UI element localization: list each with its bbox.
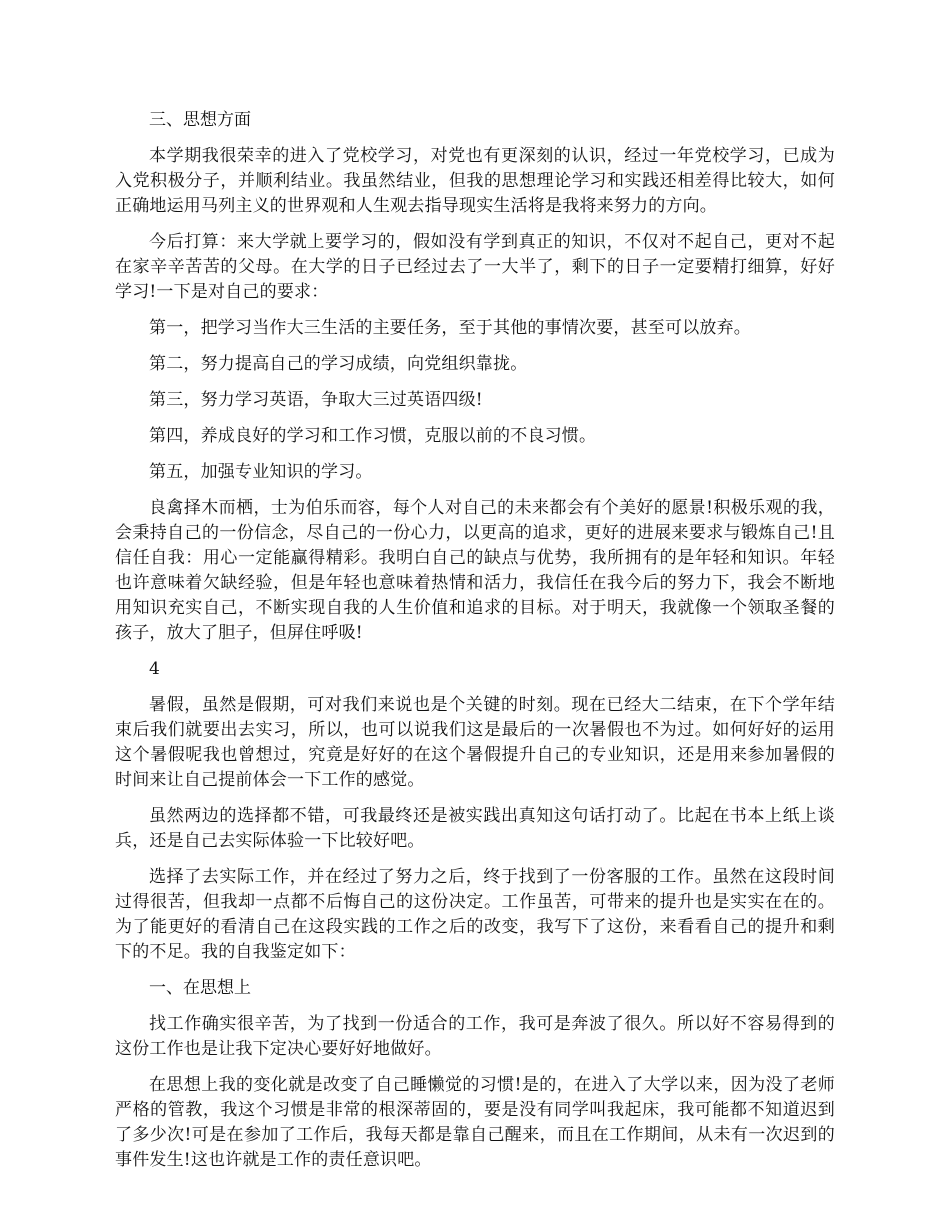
paragraph: 在思想上我的变化就是改变了自己睡懒觉的习惯!是的，在进入了大学以来，因为没了老师严格的管教，我这个习惯是非常的根深蒂固的，要是没有同学叫我起床，我可能都不知道迟到了多少次!可是在参加了工作后，我每天都是靠自己醒来，而且在工作期间，从未有一次迟到的事件发生!这也许就是工作的责任意识吧。 bbox=[115, 1075, 835, 1170]
list-item: 第二，努力提高自己的学习成绩，向党组织靠拢。 bbox=[149, 354, 528, 374]
list-item: 第四，养成良好的学习和工作习惯，克服以前的不良习惯。 bbox=[149, 426, 597, 446]
list-item: 第三，努力学习英语，争取大三过英语四级! bbox=[149, 390, 483, 410]
paragraph: 找工作确实很辛苦，为了找到一份适合的工作，我可是奔波了很久。所以好不容易得到的这份工作也是让我下定决心要好好地做好。 bbox=[115, 1014, 835, 1059]
paragraph: 暑假，虽然是假期，可对我们来说也是个关键的时刻。现在已经大二结束，在下个学年结束后我们就要出去实习，所以，也可以说我们这是最后的一次暑假也不为过。如何好好的运用这个暑假呢我也曾想过，究竟是好好的在这个暑假提升自己的专业知识，还是用来参加暑假的时间来让自己提前体会一下工作的感觉。 bbox=[115, 695, 835, 790]
list-item: 第一，把学习当作大三生活的主要任务，至于其他的事情次要，甚至可以放弃。 bbox=[149, 318, 751, 338]
section-heading: 一、在思想上 bbox=[149, 978, 251, 998]
paragraph: 今后打算：来大学就上要学习的，假如没有学到真正的知识，不仅对不起自己，更对不起在家辛辛苦苦的父母。在大学的日子已经过去了一大半了，剩下的日子一定要精打细算，好好学习!一下是对自己的要求： bbox=[115, 232, 835, 302]
paragraph: 本学期我很荣幸的进入了党校学习，对党也有更深刻的认识，经过一年党校学习，已成为入党积极分子，并顺利结业。我虽然结业，但我的思想理论学习和实践还相差得比较大，如何正确地运用马列主义的世界观和人生观去指导现实生活将是我将来努力的方向。 bbox=[115, 146, 835, 216]
section-number: 4 bbox=[149, 659, 160, 679]
paragraph: 良禽择木而栖，士为伯乐而容，每个人对自己的未来都会有个美好的愿景!积极乐观的我，会秉持自己的一份信念，尽自己的一份心力，以更高的追求，更好的进展来要求与锻炼自己!且信任自我：用心一定能赢得精彩。我明白自己的缺点与优势，我所拥有的是年轻和知识。年轻也许意味着欠缺经验，但是年轻也意味着热情和活力，我信任在我今后的努力下，我会不断地用知识充实自己，不断实现自我的人生价值和追求的目标。对于明天，我就像一个领取圣餐的孩子，放大了胆子，但屏住呼吸! bbox=[115, 498, 835, 643]
paragraph: 虽然两边的选择都不错，可我最终还是被实践出真知这句话打动了。比起在书本上纸上谈兵，还是自己去实际体验一下比较好吧。 bbox=[115, 806, 835, 851]
document-body bbox=[115, 108, 835, 1184]
paragraph: 选择了去实际工作，并在经过了努力之后，终于找到了一份客服的工作。虽然在这段时间过得很苦，但我却一点都不后悔自己的这份决定。工作虽苦，可带来的提升也是实实在在的。为了能更好的看清自己在这段实践的工作之后的改变，我写下了这份，来看看自己的提升和剩下的不足。我的自我鉴定如下： bbox=[115, 867, 835, 962]
section-heading: 三、思想方面 bbox=[149, 110, 251, 130]
list-item: 第五，加强专业知识的学习。 bbox=[149, 462, 373, 482]
